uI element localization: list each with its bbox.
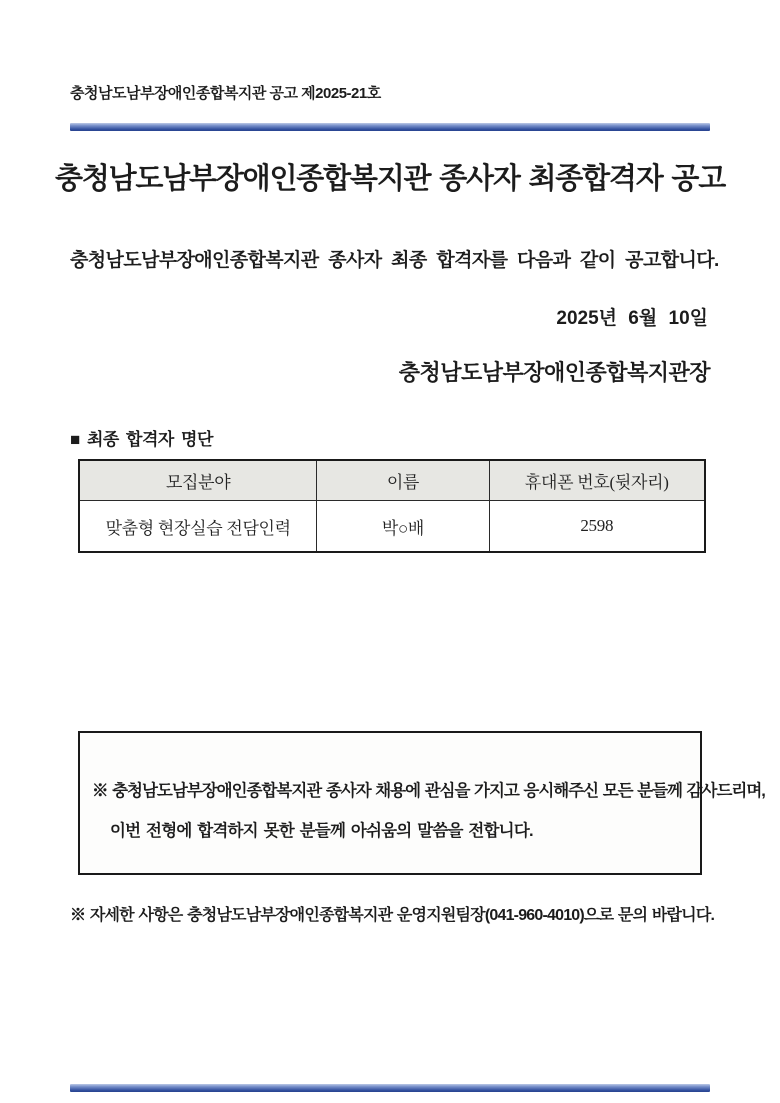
bottom-accent-bar	[70, 1084, 710, 1092]
final-pass-list-section-title: ■ 최종 합격자 명단	[70, 430, 213, 449]
cell-phone-last-digits: 2598	[489, 501, 705, 553]
final-pass-table	[78, 459, 706, 553]
issuer-signature: 충청남도남부장애인종합복지관장	[398, 360, 710, 385]
notice-line-1: ※ 충청남도남부장애인종합복지관 종사자 채용에 관심을 가지고 응시해주신 모든 분들께 감사드리며,	[92, 782, 765, 800]
column-header-name: 이름	[317, 460, 489, 501]
top-accent-bar	[70, 123, 710, 131]
notice-line-2: 이번 전형에 합격하지 못한 분들께 아쉬움의 말씀을 전합니다.	[110, 822, 533, 840]
cell-name: 박○배	[317, 501, 489, 553]
cell-recruitment-field: 맞춤형 현장실습 전담인력	[79, 501, 317, 553]
document-number: 충청남도남부장애인종합복지관 공고 제2025-21호	[70, 85, 381, 102]
page-title: 충청남도남부장애인종합복지관 종사자 최종합격자 공고	[54, 163, 726, 195]
column-header-phone-last-digits: 휴대폰 번호(뒷자리)	[489, 460, 705, 501]
table-header-row	[79, 460, 705, 501]
column-header-recruitment-field: 모집분야	[79, 460, 317, 501]
inquiry-contact-note: ※ 자세한 사항은 충청남도남부장애인종합복지관 운영지원팀장(041-960-4010)으로 문의 바랍니다.	[70, 907, 715, 924]
announcement-date: 2025년 6월 10일	[556, 308, 708, 329]
table-row	[79, 501, 705, 553]
announcement-body-text: 충청남도남부장애인종합복지관 종사자 최종 합격자를 다음과 같이 공고합니다.	[70, 250, 719, 271]
thanks-notice-box	[78, 731, 765, 875]
